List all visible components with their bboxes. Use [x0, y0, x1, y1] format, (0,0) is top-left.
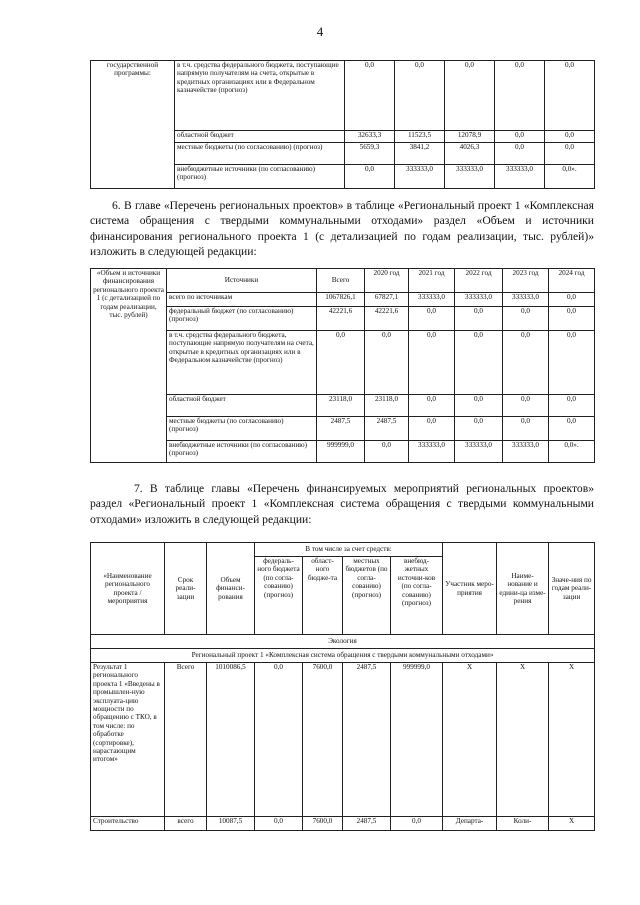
- value-cell: 0,0: [549, 395, 595, 417]
- value-cell: 0,0: [503, 307, 549, 331]
- value-cell: 0,0: [365, 441, 409, 463]
- paragraph-6: 6. В главе «Перечень региональных проектов» в таблице «Региональный проект 1 «Комплексная система обращения с твердыми коммунальными отходами» раздел «Объем и источники финансирования регионального проекта 1 (с детализацией по годам реализации, тыс. рублей)» изложить в следующей редакции:: [90, 199, 594, 259]
- value-cell: 0,0: [455, 417, 503, 441]
- value-cell: 0,0: [545, 131, 595, 143]
- header-extrabudget: внебюд-жетных источни-ков (по согла-сованию) (прогноз): [391, 557, 443, 635]
- value-cell: 7600,0: [303, 817, 343, 831]
- header-values: Значе-ния по годам реали-зации: [549, 543, 595, 635]
- source-cell: всего по источникам: [167, 293, 317, 307]
- value-cell: 0,0: [391, 817, 443, 831]
- header-indicator: Наиме-нование и едини-ца изме-рения: [497, 543, 549, 635]
- source-cell: федеральный бюджет (по согласованию) (прогноз): [167, 307, 317, 331]
- source-cell: местные бюджеты (по согласованию) (прогноз): [175, 143, 345, 165]
- value-cell: 333333,0: [495, 165, 545, 189]
- project-financing-table: [90, 268, 595, 463]
- value-cell: 333333,0: [455, 293, 503, 307]
- value-cell: 0,0: [495, 143, 545, 165]
- source-cell: в т.ч. средства федерального бюджета, поступающие напрямую получателям на счета, открытые в кредитных организациях или в Федеральном казначействе (прогноз): [175, 61, 345, 131]
- value-cell: 0,0: [345, 61, 395, 131]
- value-cell: 4026,3: [445, 143, 495, 165]
- participant-cell: Департа-: [443, 817, 497, 831]
- participant-cell: Х: [443, 663, 497, 817]
- value-cell: 0,0: [317, 331, 365, 395]
- value-cell: 0,0: [365, 331, 409, 395]
- source-cell: внебюджетные источники (по согласованию) (прогноз): [175, 165, 345, 189]
- value-cell: 333333,0: [445, 165, 495, 189]
- result-name: Результат 1 регионального проекта 1 «Введены в промышлен-ную эксплуата-цию мощности по обращению с ТКО, в том числе: по обработке (сортировке), нарастающим итогом»: [91, 663, 165, 817]
- value-cell: 0,0: [503, 395, 549, 417]
- value-cell: 333333,0: [409, 441, 455, 463]
- value-cell: 42221,6: [317, 307, 365, 331]
- source-cell: областной бюджет: [175, 131, 345, 143]
- term-cell: всего: [165, 817, 207, 831]
- indicator-cell: Коли-: [497, 817, 549, 831]
- activities-table: [90, 542, 595, 831]
- value-cell: 1067826,1: [317, 293, 365, 307]
- header-name: «Наименование регионального проекта / мероприятия: [91, 543, 165, 635]
- header-year: 2021 год: [409, 269, 455, 293]
- value-cell: 0,0: [495, 61, 545, 131]
- value-cell: 0,0: [409, 417, 455, 441]
- paragraph-7: 7. В таблице главы «Перечень финансируемых мероприятий региональных проектов» раздел «Региональный проект 1 «Комплексная система обращения с твердыми коммунальными отходами» изложить в следующей редакции:: [90, 482, 594, 526]
- source-cell: местные бюджеты (по согласованию) (прогноз): [167, 417, 317, 441]
- activity-name: Строительство: [91, 817, 165, 831]
- value-cell: 333333,0: [503, 441, 549, 463]
- source-cell: внебюджетные источники (по согласованию) (прогноз): [167, 441, 317, 463]
- header-term: Срок реали-зации: [165, 543, 207, 635]
- header-year: 2024 год: [549, 269, 595, 293]
- value-cell: 0,0».: [549, 441, 595, 463]
- year-values-cell: Х: [549, 817, 595, 831]
- term-cell: Всего: [165, 663, 207, 817]
- value-cell: 2487,5: [343, 817, 391, 831]
- value-cell: 0,0: [395, 61, 445, 131]
- value-cell: 2487,5: [317, 417, 365, 441]
- value-cell: 2487,5: [343, 663, 391, 817]
- value-cell: 333333,0: [395, 165, 445, 189]
- value-cell: 67827,1: [365, 293, 409, 307]
- value-cell: 23118,0: [365, 395, 409, 417]
- indicator-cell: Х: [497, 663, 549, 817]
- value-cell: 333333,0: [455, 441, 503, 463]
- value-cell: 0,0».: [545, 165, 595, 189]
- value-cell: 0,0: [409, 395, 455, 417]
- value-cell: 999999,0: [317, 441, 365, 463]
- header-local: местных бюджетов (по согла-сованию) (прогноз): [343, 557, 391, 635]
- header-total: Всего: [317, 269, 365, 293]
- value-cell: 32633,3: [345, 131, 395, 143]
- project-row: Региональный проект 1 «Комплексная система обращения с твердыми коммунальными отходами»: [91, 649, 595, 663]
- value-cell: 0,0: [549, 307, 595, 331]
- value-cell: 0,0: [455, 307, 503, 331]
- value-cell: 0,0: [549, 331, 595, 395]
- value-cell: 333333,0: [503, 293, 549, 307]
- value-cell: 0,0: [445, 61, 495, 131]
- project-financing-label: «Объем и источники финансирования регионального проекта 1 (с детализацией по годам реализации, тыс. рублей): [91, 269, 167, 463]
- value-cell: 0,0: [255, 663, 303, 817]
- year-values-cell: Х: [549, 663, 595, 817]
- value-cell: 999999,0: [391, 663, 443, 817]
- value-cell: 7600,0: [303, 663, 343, 817]
- value-cell: 0,0: [503, 331, 549, 395]
- value-cell: 12078,9: [445, 131, 495, 143]
- value-cell: 0,0: [255, 817, 303, 831]
- header-funding-group: В том числе за счет средств:: [255, 543, 443, 557]
- source-cell: в т.ч. средства федерального бюджета, поступающие напрямую получателям на счета, открытые в кредитных организациях или в Федеральном казначействе (прогноз): [167, 331, 317, 395]
- value-cell: 0,0: [495, 131, 545, 143]
- state-program-label: государственной программы:: [91, 61, 175, 189]
- value-cell: 11523,5: [395, 131, 445, 143]
- value-cell: 0,0: [409, 307, 455, 331]
- value-cell: 0,0: [549, 417, 595, 441]
- value-cell: 0,0: [345, 165, 395, 189]
- value-cell: 3841,2: [395, 143, 445, 165]
- section-row: Экология: [91, 635, 595, 649]
- header-year: 2023 год: [503, 269, 549, 293]
- value-cell: 0,0: [455, 331, 503, 395]
- header-participant: Участник меро-приятия: [443, 543, 497, 635]
- value-cell: 0,0: [545, 143, 595, 165]
- value-cell: 2487,5: [365, 417, 409, 441]
- financing-table-continued: [90, 60, 595, 189]
- value-cell: 0,0: [549, 293, 595, 307]
- value-cell: 10087,5: [207, 817, 255, 831]
- header-volume: Объем финанси-рования: [207, 543, 255, 635]
- header-regional: област-ного бюдже-та: [303, 557, 343, 635]
- value-cell: 0,0: [503, 417, 549, 441]
- header-year: 2020 год: [365, 269, 409, 293]
- value-cell: 0,0: [409, 331, 455, 395]
- value-cell: 23118,0: [317, 395, 365, 417]
- header-sources: Источники: [167, 269, 317, 293]
- value-cell: 0,0: [455, 395, 503, 417]
- header-year: 2022 год: [455, 269, 503, 293]
- header-federal: федераль-ного бюджета (по согла-сованию) (прогноз): [255, 557, 303, 635]
- value-cell: 0,0: [545, 61, 595, 131]
- page-number: 4: [316, 24, 324, 39]
- value-cell: 333333,0: [409, 293, 455, 307]
- source-cell: областной бюджет: [167, 395, 317, 417]
- value-cell: 5659,3: [345, 143, 395, 165]
- value-cell: 1010086,5: [207, 663, 255, 817]
- value-cell: 42221,6: [365, 307, 409, 331]
